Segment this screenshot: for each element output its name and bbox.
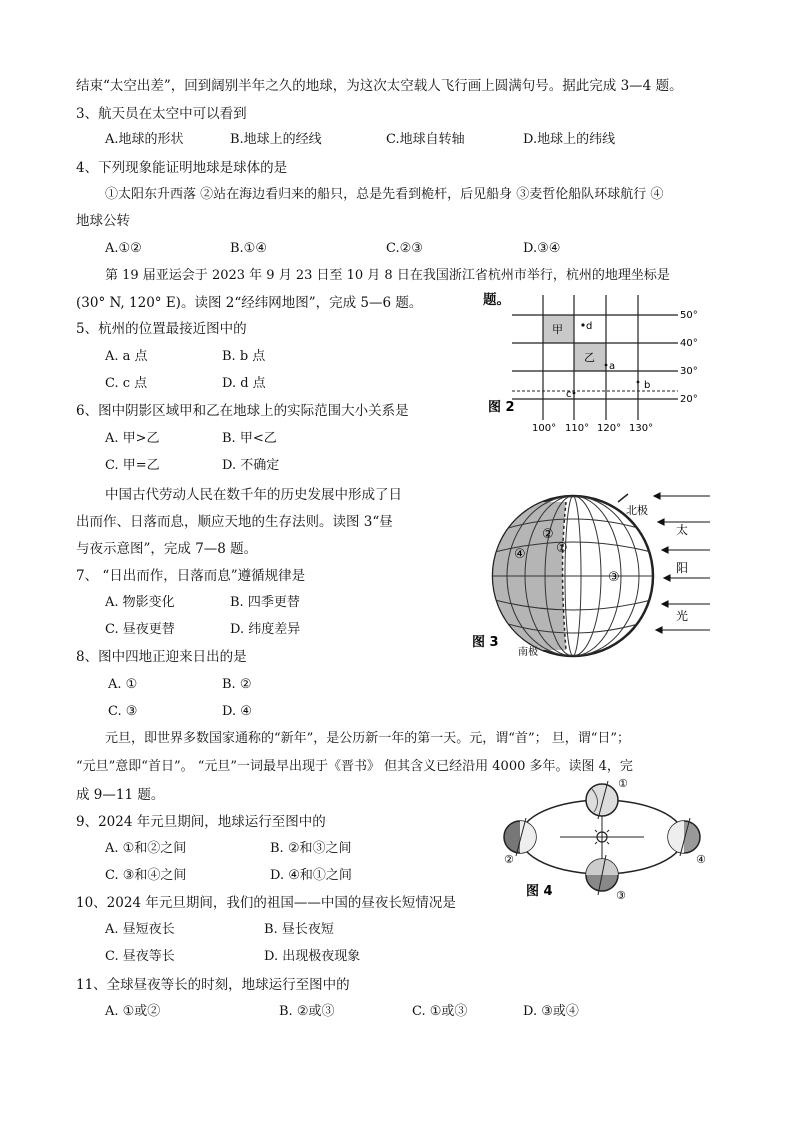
lon-100: 100° bbox=[532, 423, 557, 434]
lat-30: 30° bbox=[680, 366, 698, 377]
lat-20: 20° bbox=[680, 394, 698, 405]
q3-option-b: B.地球上的经线 bbox=[230, 132, 322, 147]
p78-line2: 出而作、日落而息，顺应天地的生存法则。读图 3“昼 bbox=[76, 514, 393, 530]
q5-option-b: B. b 点 bbox=[222, 349, 266, 364]
figure-4-earth-orbit bbox=[500, 775, 720, 903]
q7-stem: 7、 “日出而作，日落而息”遵循规律是 bbox=[76, 568, 306, 584]
q4-line2: 地球公转 bbox=[76, 213, 130, 229]
point-d bbox=[581, 323, 584, 326]
q6-option-d: D. 不确定 bbox=[222, 458, 280, 473]
q3-option-d: D.地球上的纬线 bbox=[523, 132, 616, 147]
p56-line2: (30° N, 120° E)。读图 2“经纬网地图”，完成 5—6 题。 bbox=[76, 295, 423, 311]
q8-option-c: C. ③ bbox=[108, 704, 138, 719]
p56-line1: 第 19 届亚运会于 2023 年 9 月 23 日至 10 月 8 日在我国浙江省杭州市举行，杭州的地理坐标是 bbox=[105, 268, 670, 283]
q5-option-c: C. c 点 bbox=[105, 376, 148, 391]
intro-line: 结束“太空出差”，回到阔别半年之久的地球，为这次太空载人飞行画上圆满句号。据此完成 3—4 题。 bbox=[76, 78, 683, 94]
q6-option-b: B. 甲<乙 bbox=[222, 431, 277, 446]
figure-3-day-night bbox=[468, 492, 716, 660]
earth-4 bbox=[668, 818, 700, 856]
q11-option-b: B. ②或③ bbox=[279, 1004, 335, 1019]
q9-option-b: B. ②和③之间 bbox=[270, 841, 352, 856]
q10-stem: 10、2024 年元旦期间，我们的祖国——中国的昼夜长短情况是 bbox=[76, 895, 456, 911]
q3-option-a: A.地球的形状 bbox=[105, 132, 184, 147]
label-c: c bbox=[566, 389, 572, 400]
q8-option-b: B. ② bbox=[222, 677, 252, 692]
p911-line1: 元旦，即世界多数国家通称的“新年”，是公历新一年的第一天。元，谓“首”； 旦，谓“日”； bbox=[105, 731, 631, 746]
q8-option-d: D. ④ bbox=[222, 704, 252, 719]
label-jia: 甲 bbox=[552, 323, 563, 336]
q5-stem: 5、杭州的位置最接近图中的 bbox=[76, 321, 247, 337]
orbit-position-2: ② bbox=[504, 853, 514, 866]
p78-line1: 中国古代劳动人民在数千年的历史发展中形成了日 bbox=[105, 487, 402, 503]
point-b bbox=[637, 381, 640, 384]
p78-line3: 与夜示意图”，完成 7—8 题。 bbox=[76, 541, 258, 557]
q11-option-a: A. ①或② bbox=[105, 1004, 161, 1019]
q7-option-d: D. 纬度差异 bbox=[230, 622, 301, 637]
lon-120: 120° bbox=[597, 423, 622, 434]
p911-line3: 成 9—11 题。 bbox=[76, 787, 165, 803]
q11-option-c: C. ①或③ bbox=[412, 1004, 468, 1019]
q9-option-a: A. ①和②之间 bbox=[105, 841, 187, 856]
orbit-position-1: ① bbox=[618, 777, 628, 790]
q6-option-c: C. 甲=乙 bbox=[105, 458, 160, 473]
figure-2-lat-lon-grid bbox=[482, 290, 704, 438]
q4-stem: 4、下列现象能证明地球是球体的是 bbox=[76, 160, 288, 176]
point-2: ② bbox=[542, 527, 554, 542]
label-b: b bbox=[644, 380, 651, 391]
q10-option-d: D. 出现极夜现象 bbox=[264, 949, 361, 964]
sunlight-label-2: 阳 bbox=[676, 561, 689, 575]
figure-4-caption: 图 4 bbox=[526, 884, 553, 899]
orbit-position-4: ④ bbox=[696, 853, 706, 866]
orbit-position-3: ③ bbox=[616, 889, 626, 902]
p56-tail: 题。 bbox=[483, 292, 510, 308]
q8-option-a: A. ① bbox=[108, 677, 138, 692]
south-pole-label: 南极 bbox=[518, 647, 538, 658]
q8-stem: 8、图中四地正迎来日出的是 bbox=[76, 649, 247, 665]
q7-option-c: C. 昼夜更替 bbox=[105, 622, 175, 637]
q3-option-c: C.地球自转轴 bbox=[386, 132, 465, 147]
q9-option-d: D. ④和①之间 bbox=[270, 868, 352, 883]
lat-50: 50° bbox=[680, 310, 698, 321]
q10-option-b: B. 昼长夜短 bbox=[264, 922, 334, 937]
point-4: ④ bbox=[514, 547, 526, 562]
point-c bbox=[573, 392, 576, 395]
q5-option-a: A. a 点 bbox=[105, 349, 148, 364]
lat-40: 40° bbox=[680, 338, 698, 349]
figure-3-caption: 图 3 bbox=[472, 635, 499, 650]
q7-option-a: A. 物影变化 bbox=[105, 595, 175, 610]
point-1: ① bbox=[556, 541, 568, 556]
p911-line2: “元旦”意即“首日”。 “元旦”一词最早出现于《晋书》 但其含义已经沿用 4000 多年。读图 4，完 bbox=[76, 759, 633, 774]
q11-stem: 11、全球昼夜等长的时刻，地球运行至图中的 bbox=[76, 977, 350, 993]
q9-option-c: C. ③和④之间 bbox=[105, 868, 187, 883]
q6-option-a: A. 甲>乙 bbox=[105, 431, 160, 446]
q11-option-d: D. ③或④ bbox=[523, 1004, 579, 1019]
north-pole-label: 北极 bbox=[626, 504, 648, 517]
label-a: a bbox=[609, 361, 616, 372]
q3-stem: 3、航天员在太空中可以看到 bbox=[76, 106, 247, 122]
earth-1 bbox=[586, 781, 618, 819]
q9-stem: 9、2024 年元旦期间，地球运行至图中的 bbox=[76, 814, 326, 830]
point-a bbox=[605, 364, 608, 367]
q4-option-a: A.①② bbox=[105, 241, 142, 256]
earth-2 bbox=[504, 818, 536, 856]
q6-stem: 6、图中阴影区域甲和乙在地球上的实际范围大小关系是 bbox=[76, 403, 409, 419]
q4-option-d: D.③④ bbox=[523, 241, 561, 256]
label-yi: 乙 bbox=[584, 351, 595, 364]
q10-option-c: C. 昼夜等长 bbox=[105, 949, 175, 964]
figure-2-caption: 图 2 bbox=[488, 400, 515, 415]
lon-130: 130° bbox=[629, 423, 654, 434]
sunlight-label-1: 太 bbox=[676, 523, 689, 537]
q10-option-a: A. 昼短夜长 bbox=[105, 922, 175, 937]
q5-option-d: D. d 点 bbox=[222, 376, 266, 391]
q4-line1: ①太阳东升西落 ②站在海边看归来的船只，总是先看到桅杆，后见船身 ③麦哲伦船队环球航行 ④ bbox=[105, 187, 664, 202]
q4-option-b: B.①④ bbox=[230, 241, 267, 256]
lon-110: 110° bbox=[565, 423, 590, 434]
q7-option-b: B. 四季更替 bbox=[230, 595, 300, 610]
q4-option-c: C.②③ bbox=[386, 241, 423, 256]
earth-3 bbox=[586, 855, 618, 895]
point-3: ③ bbox=[608, 570, 620, 585]
sunlight-label-3: 光 bbox=[676, 609, 689, 623]
label-d: d bbox=[586, 321, 593, 332]
